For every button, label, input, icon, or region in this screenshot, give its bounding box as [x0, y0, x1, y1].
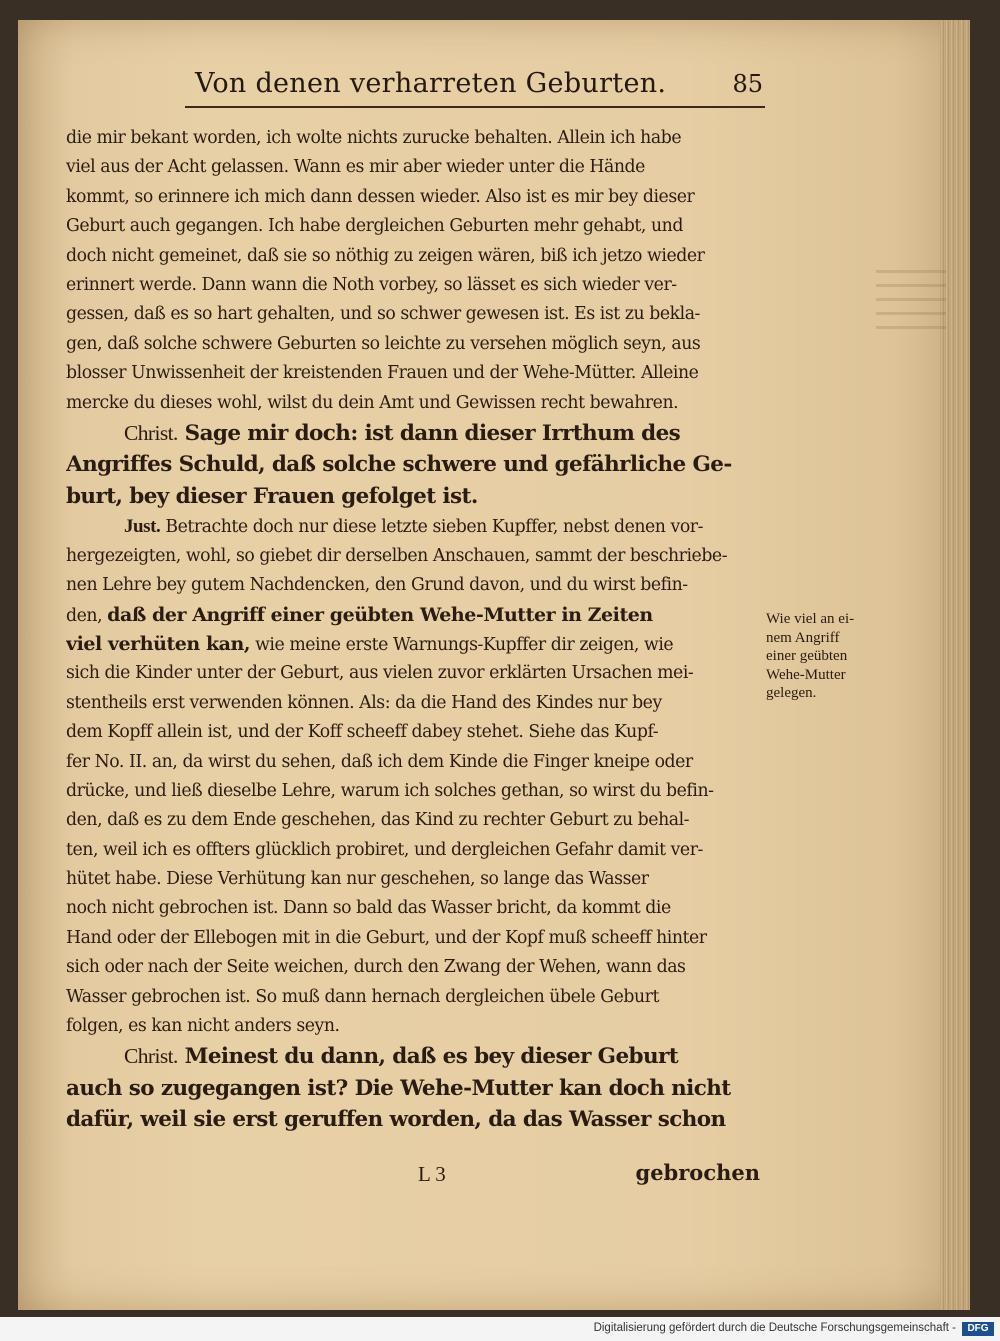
text-line: gessen, daß es so hart gehalten, und so schwer gewesen ist. Es ist zu bekla-	[66, 304, 700, 325]
answer-line	[66, 512, 760, 541]
text-line: Wasser gebrochen ist. So muß dann hernach dergleichen übele Geburt	[66, 986, 659, 1007]
text-fragment: wie meine erste Warnungs-Kupffer dir zeigen, wie	[255, 634, 674, 655]
running-head	[185, 58, 765, 108]
text-line: ten, weil ich es offters glücklich probiret, und dergleichen Gefahr damit ver-	[66, 839, 703, 860]
margin-note-line: einer geübten	[766, 648, 848, 664]
text-line: kommt, so erinnere ich mich dann dessen wieder. Also ist es mir bey dieser	[66, 186, 695, 207]
margin-note-line: nem Angriff	[766, 629, 840, 646]
text-line: nen Lehre bey gutem Nachdencken, den Grund davon, und du wirst befin-	[66, 575, 688, 596]
text-line: dem Kopff allein ist, und der Koff scheeff dabey stehet. Siehe das Kupf-	[66, 722, 659, 743]
text-line: erinnert werde. Dann wann die Noth vorbey, so lässet es sich wieder ver-	[66, 274, 677, 295]
running-title: Von denen verharreten Geburten.	[195, 68, 667, 99]
emphasis-line	[66, 601, 760, 630]
question-line: dafür, weil sie erst geruffen worden, da das Wasser schon	[66, 1107, 726, 1133]
text-line: den, daß es zu dem Ende geschehen, das Kind zu rechter Geburt zu behal-	[66, 810, 690, 831]
footer-bar	[0, 1317, 1000, 1341]
text-line: drücke, und ließ dieselbe Lehre, warum ich solches gethan, so wirst du befin-	[66, 780, 714, 801]
margin-note-line: gelegen.	[766, 685, 817, 701]
question-text: Meinest du dann, daß es bey dieser Geburt	[184, 1044, 679, 1070]
page-number: 85	[732, 70, 763, 98]
text-line: die mir bekant worden, ich wolte nichts zurucke behalten. Allein ich habe	[66, 128, 682, 148]
question-line	[66, 418, 760, 450]
text-line: noch nicht gebrochen ist. Dann so bald das Wasser bricht, da kommt die	[66, 898, 671, 919]
text-line: hütet habe. Diese Verhütung kan nur geschehen, so lange das Wasser	[66, 869, 649, 890]
text-line: Hand oder der Ellebogen mit in die Geburt, und der Kopf muß scheeff hinter	[66, 927, 707, 948]
signature-mark: L 3	[418, 1162, 446, 1186]
page-edge	[940, 20, 970, 1310]
text-line: mercke du dieses wohl, wilst du dein Amt und Gewissen recht bewahren.	[66, 392, 679, 413]
speaker-label: Just.	[124, 516, 161, 538]
text-line: stentheils erst verwenden können. Als: da die Hand des Kindes nur bey	[66, 692, 662, 713]
footer-credit: Digitalisierung gefördert durch die Deutsche Forschungsgemeinschaft -	[593, 1322, 956, 1334]
text-line: fer No. II. an, da wirst du sehen, daß ich dem Kinde die Finger kneipe oder	[66, 751, 693, 772]
question-line: burt, bey dieser Frauen gefolget ist.	[66, 483, 478, 509]
text-line: folgen, es kan nicht anders seyn.	[66, 1016, 340, 1037]
dfg-logo-icon[interactable]: DFG	[962, 1322, 994, 1336]
text-line: Geburt auch gegangen. Ich habe dergleichen Geburten mehr gehabt, und	[66, 216, 683, 237]
answer-text: Betrachte doch nur diese letzte sieben Kupffer, nebst denen vor-	[165, 517, 703, 538]
emphasis-text: viel verhüten kan,	[66, 632, 251, 655]
text-line: hergezeigten, wohl, so giebet dir derselben Anschauen, sammt der beschriebe-	[66, 545, 728, 566]
bleed-through	[876, 270, 946, 330]
body-text	[66, 124, 760, 1136]
margin-note-line: Wehe-Mutter	[766, 666, 846, 683]
text-line: blosser Unwissenheit der kreistenden Frauen und der Wehe-Mütter. Alleine	[66, 363, 699, 384]
catchword: gebrochen	[635, 1160, 760, 1185]
text-line: sich die Kinder unter der Geburt, aus vielen zuvor erklärten Ursachen mei-	[66, 663, 694, 684]
text-line: doch nicht gemeinet, daß sie so nöthig zu zeigen wären, biß ich jetzo wieder	[66, 245, 705, 266]
speaker-label: Christ.	[124, 1044, 178, 1069]
catchline	[66, 1160, 760, 1190]
margin-note	[766, 610, 896, 703]
text-line: viel aus der Acht gelassen. Wann es mir aber wieder unter die Hände	[66, 157, 645, 178]
question-line	[66, 1041, 760, 1073]
question-text: Sage mir doch: ist dann dieser Irrthum des	[184, 420, 681, 446]
question-line: auch so zugegangen ist? Die Wehe-Mutter kan doch nicht	[66, 1075, 731, 1101]
text-line: sich oder nach der Seite weichen, durch den Zwang der Wehen, wann das	[66, 957, 686, 978]
emphasis-line	[66, 630, 760, 659]
text-fragment: den,	[66, 605, 103, 626]
speaker-label: Christ.	[124, 420, 178, 445]
emphasis-text: daß der Angriff einer geübten Wehe-Mutter in Zeiten	[107, 603, 653, 626]
text-line: gen, daß solche schwere Geburten so leichte zu versehen möglich seyn, aus	[66, 333, 701, 354]
question-line: Angriffes Schuld, daß solche schwere und gefährliche Ge-	[66, 452, 732, 478]
margin-note-line: Wie viel an ei-	[766, 611, 855, 627]
